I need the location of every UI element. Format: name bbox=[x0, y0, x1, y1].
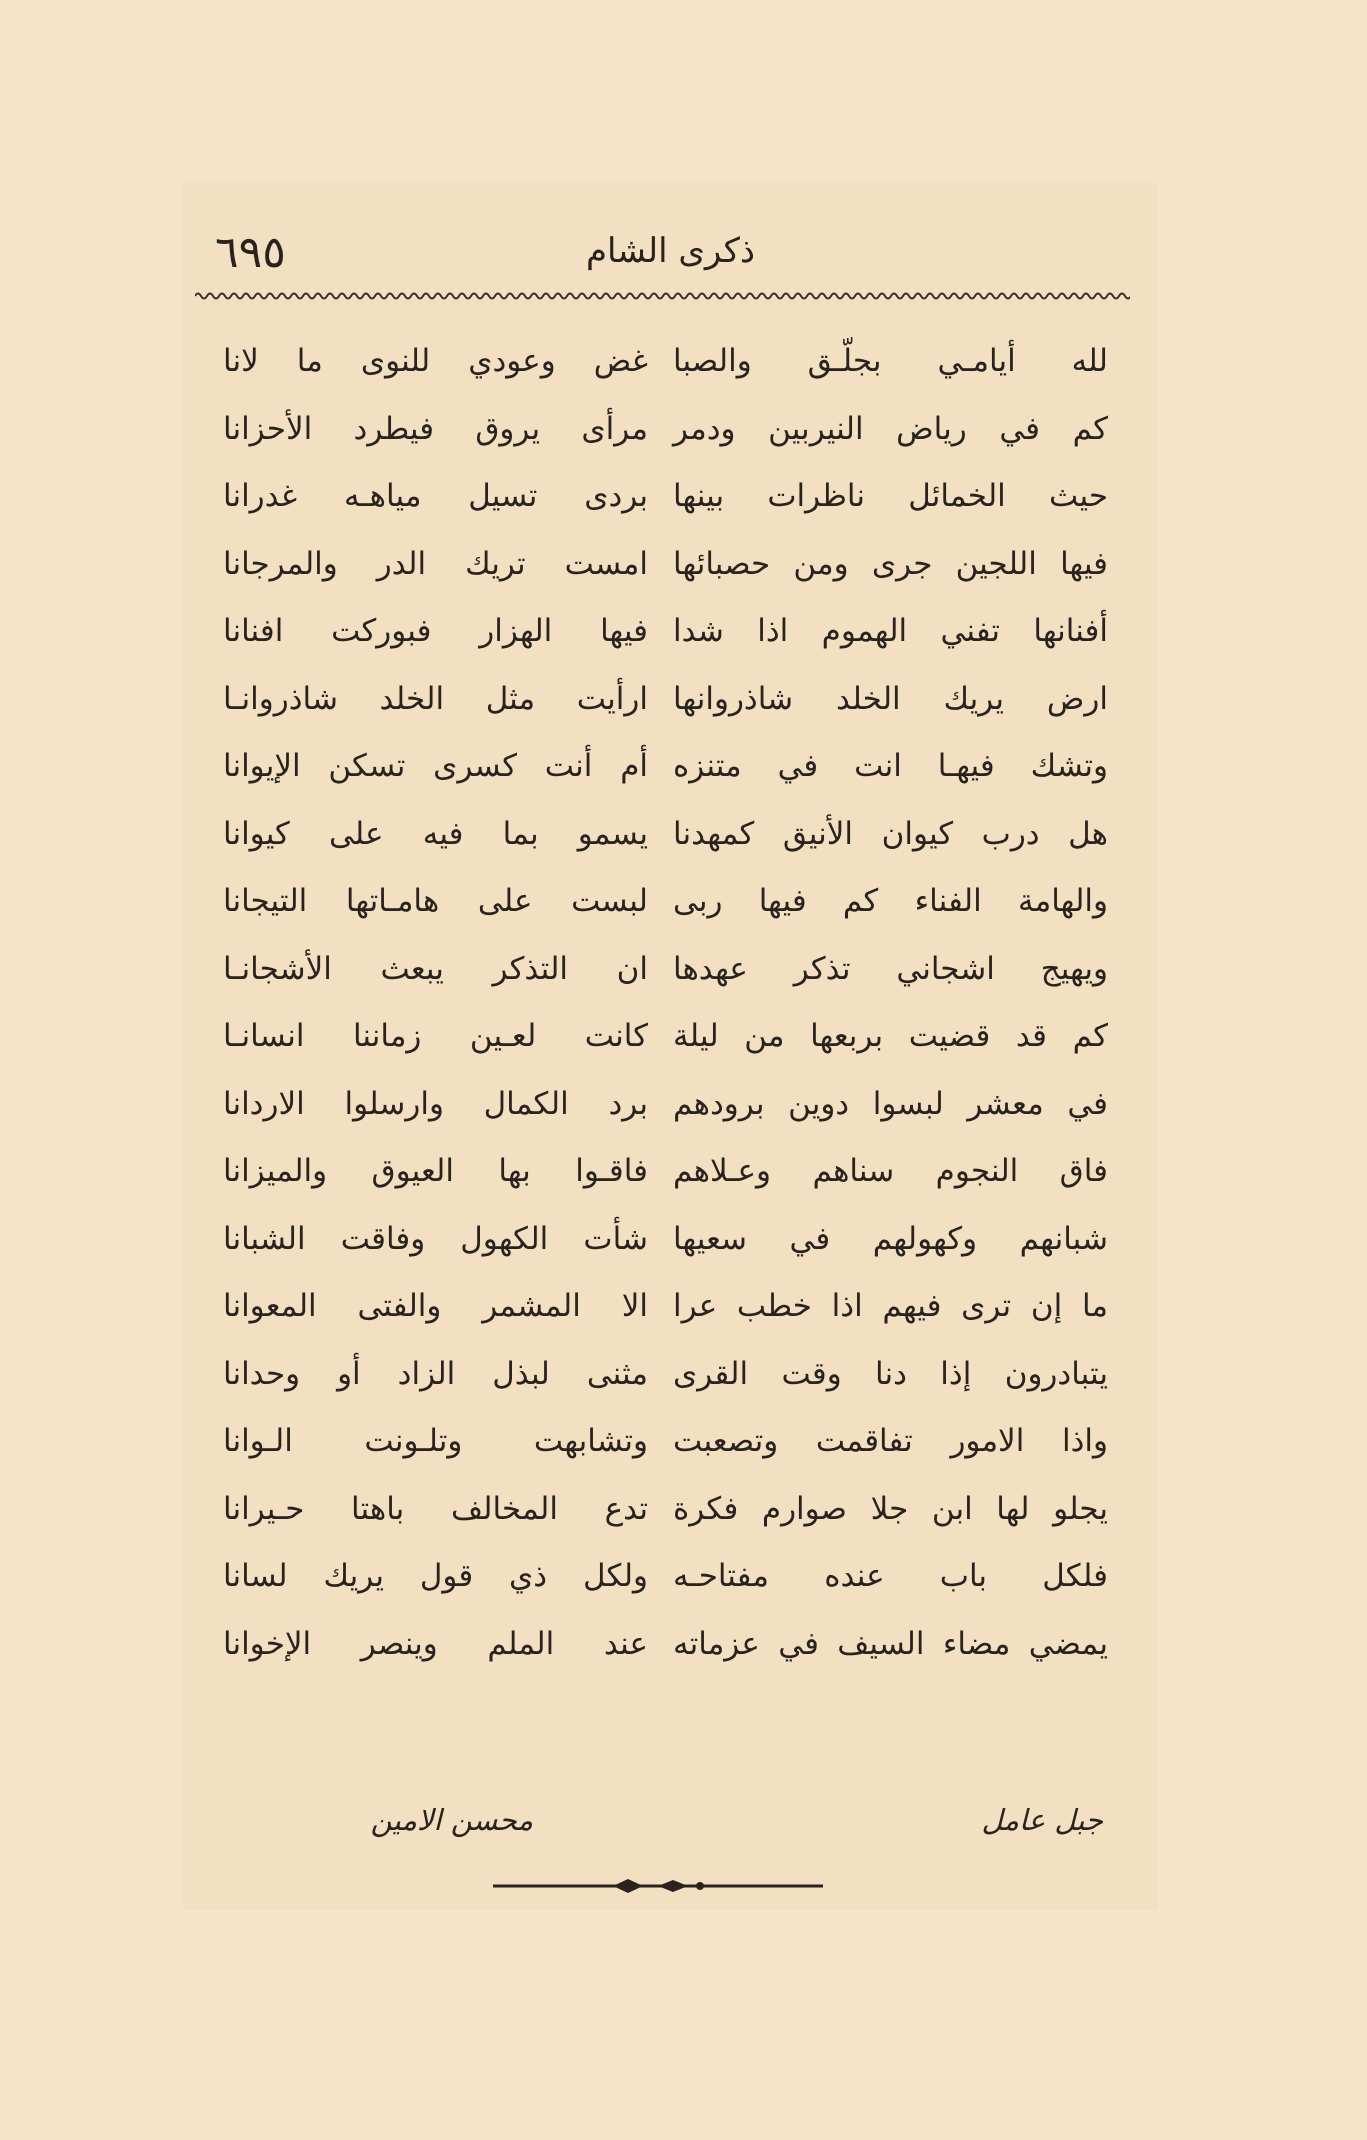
verse-second-hemistich-14: شأت الكهول وفاقت الشبانا bbox=[223, 1220, 648, 1257]
poem-left-column bbox=[223, 328, 648, 1678]
verse-second-hemistich-10: ان التذكر يبعث الأشجانـا bbox=[223, 950, 648, 987]
verse-first-hemistich-7: وتشك فيهـا انت في متنزه bbox=[673, 748, 1108, 784]
verse-first-hemistich-6: ارض يريك الخلد شاذروانها bbox=[673, 680, 1108, 717]
running-title: ذكرى الشام bbox=[585, 231, 756, 271]
verse-first-hemistich-14: شبانهم وكهولهم في سعيها bbox=[673, 1220, 1108, 1257]
verse-first-hemistich-16: يتبادرون إذا دنا وقت القرى bbox=[673, 1355, 1108, 1392]
poem-right-column bbox=[673, 328, 1108, 1678]
verse-second-hemistich-1: غض وعودي للنوى ما لانا bbox=[223, 343, 648, 379]
verse-second-hemistich-13: فاقـوا بها العيوق والميزانا bbox=[223, 1153, 648, 1189]
verse-first-hemistich-17: واذا الامور تفاقمت وتصعبت bbox=[673, 1423, 1108, 1459]
verse-first-hemistich-2: كم في رياض النيربين ودمر bbox=[673, 410, 1108, 447]
signature-author: محسن الامين bbox=[370, 1803, 533, 1837]
verse-first-hemistich-5: أفنانها تفني الهموم اذا شدا bbox=[673, 613, 1108, 649]
page-number: ٦٩٥ bbox=[215, 227, 286, 278]
verse-second-hemistich-17: وتشابهت وتلـونت الـوانا bbox=[223, 1423, 648, 1459]
page-header bbox=[183, 223, 1158, 293]
book-page bbox=[183, 183, 1158, 1910]
verse-second-hemistich-2: مرأى يروق فيطرد الأحزانا bbox=[223, 410, 648, 447]
verse-first-hemistich-4: فيها اللجين جرى ومن حصبائها bbox=[673, 545, 1108, 582]
verse-second-hemistich-12: برد الكمال وارسلوا الاردانا bbox=[223, 1085, 648, 1122]
verse-second-hemistich-18: تدع المخالف باهتا حـيرانا bbox=[223, 1490, 648, 1527]
verse-first-hemistich-3: حيث الخمائل ناظرات بينها bbox=[673, 478, 1108, 514]
verse-second-hemistich-15: الا المشمر والفتى المعوانا bbox=[223, 1288, 648, 1324]
verse-first-hemistich-9: والهامة الفناء كم فيها ربى bbox=[673, 883, 1108, 919]
verse-first-hemistich-1: لله أيامـي بجلّـق والصبا bbox=[673, 343, 1108, 379]
wavy-header-rule bbox=[195, 289, 1130, 303]
verse-first-hemistich-10: ويهيج اشجاني تذكر عهدها bbox=[673, 950, 1108, 987]
verse-second-hemistich-9: لبست على هامـاتها التيجانا bbox=[223, 883, 648, 919]
verse-first-hemistich-8: هل درب كيوان الأنيق كمهدنا bbox=[673, 815, 1108, 852]
verse-first-hemistich-20: يمضي مضاء السيف في عزماته bbox=[673, 1625, 1108, 1662]
verse-second-hemistich-11: كانت لعـين زماننا انسانـا bbox=[223, 1018, 648, 1054]
verse-second-hemistich-7: أم أنت كسرى تسكن الإيوانا bbox=[223, 748, 648, 784]
verse-second-hemistich-19: ولكل ذي قول يريك لسانا bbox=[223, 1558, 648, 1594]
verse-first-hemistich-11: كم قد قضيت بربعها من ليلة bbox=[673, 1018, 1108, 1054]
verse-second-hemistich-16: مثنى لبذل الزاد أو وحدانا bbox=[223, 1355, 648, 1392]
end-ornament bbox=[493, 1876, 823, 1896]
verse-first-hemistich-19: فلكل باب عنده مفتاحـه bbox=[673, 1558, 1108, 1594]
verse-first-hemistich-12: في معشر لبسوا دوين برودهم bbox=[673, 1085, 1108, 1122]
verse-second-hemistich-6: ارأيت مثل الخلد شاذروانـا bbox=[223, 680, 648, 717]
signature-place: جبل عامل bbox=[981, 1803, 1103, 1837]
verse-second-hemistich-8: يسمو بما فيه على كيوانا bbox=[223, 815, 648, 852]
verse-first-hemistich-13: فاق النجوم سناهم وعـلاهم bbox=[673, 1153, 1108, 1189]
verse-second-hemistich-4: امست تريك الدر والمرجانا bbox=[223, 545, 648, 582]
verse-second-hemistich-5: فيها الهزار فبوركت افنانا bbox=[223, 613, 648, 649]
verse-first-hemistich-15: ما إن ترى فيهم اذا خطب عرا bbox=[673, 1288, 1108, 1324]
verse-second-hemistich-3: بردى تسيل مياهـه غدرانا bbox=[223, 478, 648, 514]
verse-first-hemistich-18: يجلو لها ابن جلا صوارم فكرة bbox=[673, 1490, 1108, 1527]
verse-second-hemistich-20: عند الملم وينصر الإخوانا bbox=[223, 1625, 648, 1662]
